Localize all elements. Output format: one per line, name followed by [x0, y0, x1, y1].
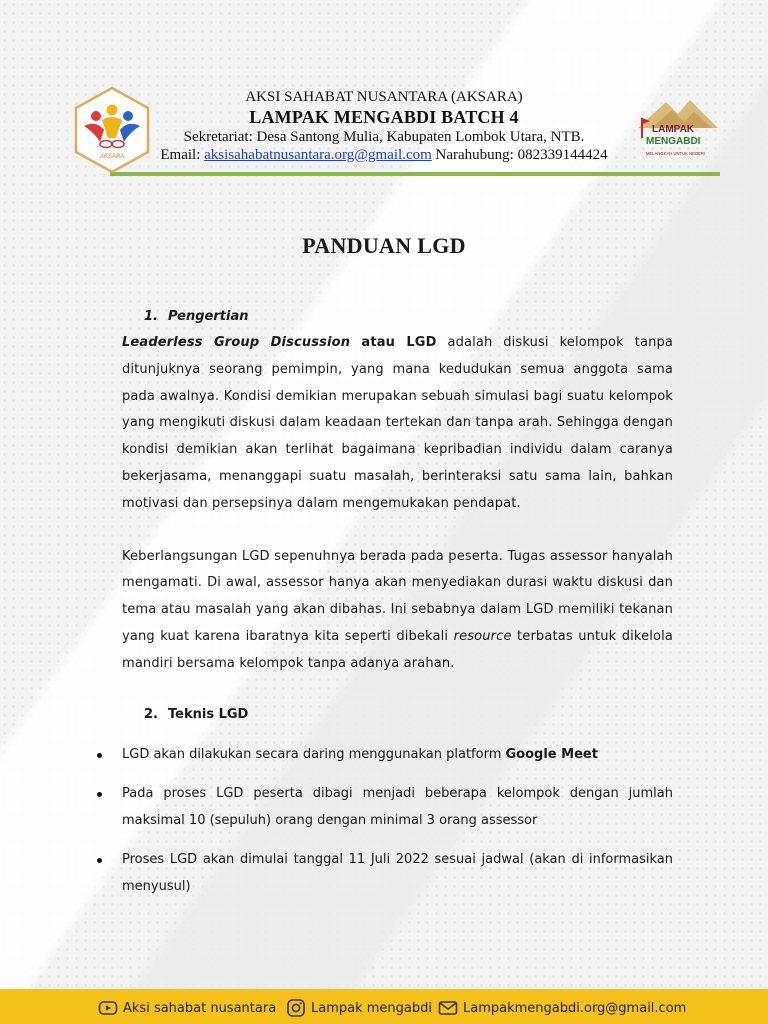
phone-contact: Narahubung: 082339144424 — [435, 147, 608, 163]
footer-instagram[interactable] — [286, 998, 432, 1018]
section-2-number: 2. — [144, 706, 158, 722]
section-1-number: 1. — [144, 309, 158, 324]
document-body — [122, 306, 673, 913]
letterhead-text — [150, 88, 618, 164]
section-2-title: Teknis LGD — [168, 706, 249, 722]
term-lgd: atau LGD — [350, 335, 437, 350]
aksara-logo-text: AKSARA — [99, 154, 125, 160]
instagram-icon — [286, 998, 306, 1018]
footer-youtube-label: Aksi sahabat nusantara — [123, 1000, 277, 1016]
term-lgd-full: Leaderless Group Discussion — [122, 335, 351, 350]
mail-icon — [438, 998, 458, 1018]
page-title: PANDUAN LGD — [302, 233, 466, 258]
continuity-text-b: terbatas untuk dikelola mandiri bersama kelompok tanpa adanya arahan. — [122, 628, 674, 671]
continuity-text-a: Keberlangsungan LGD sepenuhnya berada pada peserta. Tugas assessor hanyalah mengamati. Di awal, assessor hanya akan menyediakan durasi waktu diskusi dan tema atau masalah yang akan dibahas. Ini sebabnya dalam LGD memiliki tekanan yang kuat karena ibaratnya kita seperti dibekali — [122, 548, 673, 644]
youtube-icon — [98, 998, 118, 1018]
footer-email[interactable] — [438, 998, 686, 1018]
footer-instagram-label: Lampak mengabdi — [311, 1000, 432, 1016]
aksara-logo-icon — [72, 86, 152, 174]
list-item — [30, 781, 673, 834]
bullet-icon — [97, 792, 102, 797]
section-1-title: Pengertian — [168, 309, 249, 324]
paragraph-continuity — [122, 544, 673, 678]
paragraph-definition — [122, 330, 673, 518]
bullet-1-text: LGD akan dilakukan secara daring menggunakan platform — [122, 746, 506, 762]
org-name: AKSI SAHABAT NUSANTARA (AKSARA) — [245, 89, 523, 105]
letterhead — [0, 84, 768, 184]
bullet-icon — [97, 753, 102, 758]
section-2-heading — [144, 704, 673, 726]
bullet-2-text: Pada proses LGD peserta dibagi menjadi beberapa kelompok dengan jumlah maksimal 10 (sepuluh) orang dengan minimal 3 orang assessor — [122, 786, 673, 828]
header-divider — [110, 172, 720, 176]
program-name: LAMPAK MENGABDI BATCH 4 — [249, 107, 519, 127]
technical-list — [30, 742, 673, 901]
lampak-logo-line1: LAMPAK — [652, 124, 695, 135]
list-item — [30, 742, 673, 769]
list-item — [30, 847, 673, 900]
footer-bar — [0, 989, 768, 1024]
email-link[interactable]: aksisahabatnusantara.org@gmail.com — [204, 147, 432, 163]
lampak-logo-line2: MENGABDI — [646, 136, 701, 147]
lampak-logo-tagline: MELANGKAH UNTUK NEGERI — [646, 151, 706, 156]
section-1-heading — [144, 306, 673, 328]
email-label: Email: — [160, 147, 201, 163]
bullet-1-platform: Google Meet — [505, 746, 598, 762]
lampak-mengabdi-logo-icon — [632, 94, 722, 160]
contact-line — [150, 146, 618, 164]
definition-text: adalah diskusi kelompok tanpa ditunjuknya seorang pemimpin, yang mana kedudukan semua anggota sama pada awalnya. Kondisi demikian merupakan sebuah simulasi bagi suatu kelompok yang mengikuti diskusi dalam keadaan tertekan dan tanpa arah. Sehingga dengan kondisi demikian akan terlihat bagaimana kepribadian individu dalam caranya bekerjasama, menanggapi suatu masalah, berinteraksi satu sama lain, bahkan motivasi dan persepsinya dalam mengemukakan pendapat. — [122, 335, 673, 511]
term-resource: resource — [453, 628, 512, 644]
bullet-3-text: Proses LGD akan dimulai tanggal 11 Juli 2022 sesuai jadwal (akan di informasikan menyusul) — [122, 852, 673, 894]
footer-email-label: Lampakmengabdi.org@gmail.com — [463, 1000, 687, 1016]
address: Sekretariat: Desa Santong Mulia, Kabupaten Lombok Utara, NTB. — [183, 129, 585, 145]
bullet-icon — [97, 858, 102, 863]
footer-youtube[interactable] — [98, 998, 276, 1018]
